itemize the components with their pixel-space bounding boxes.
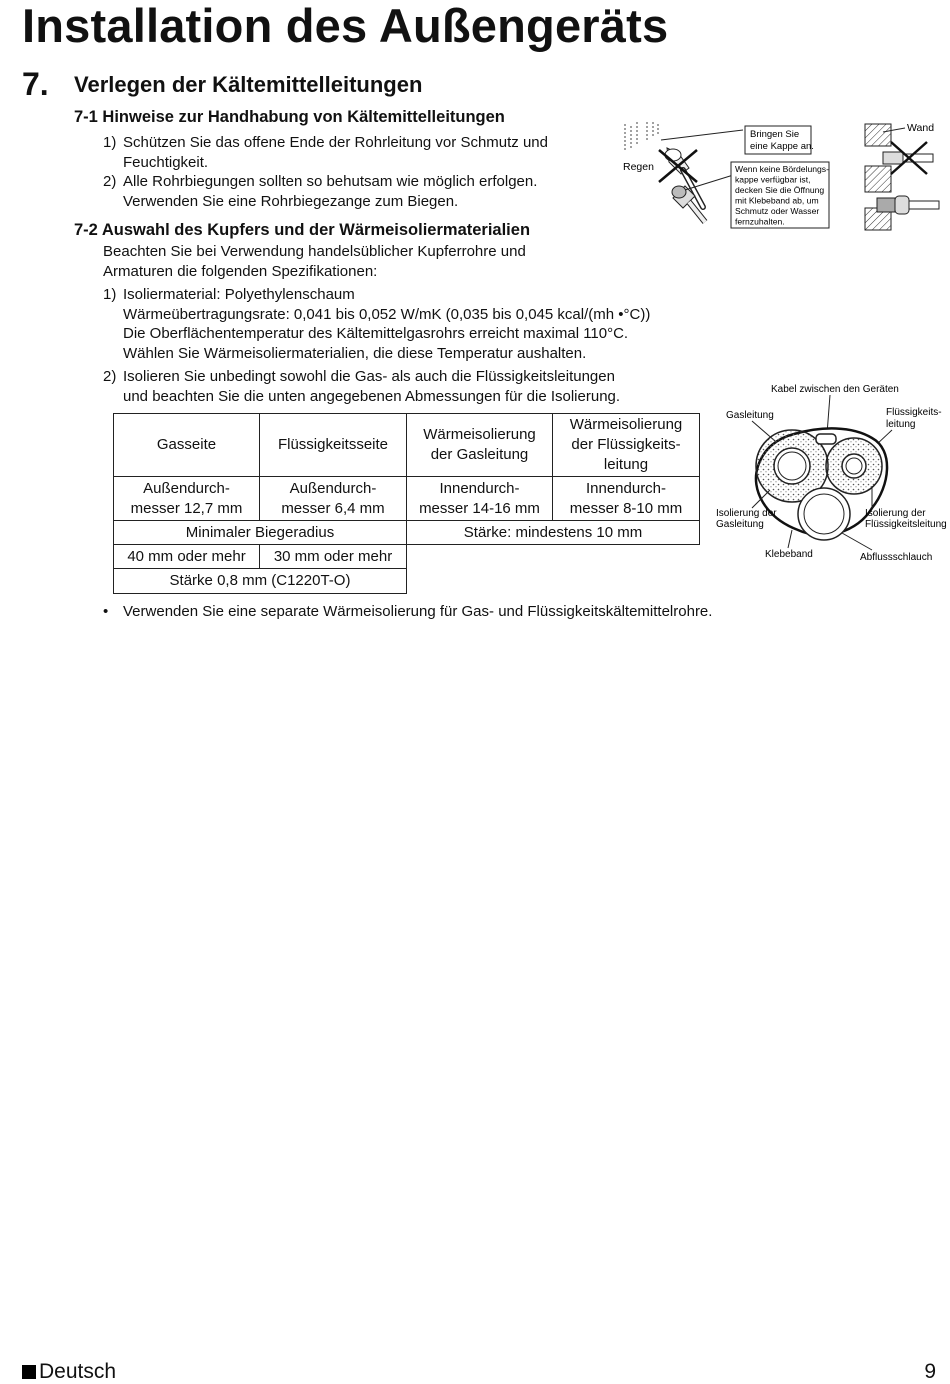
gas-insulation-label: Gasleitung (716, 519, 764, 530)
tape-callout-line: mit Klebeband ab, um (735, 195, 819, 206)
gas-pipe-bore-icon (778, 452, 806, 480)
list-text-line: Wärmeübertragungsrate: 0,041 bis 0,052 W/mK (0,035 bis 0,045 kcal/(mh •°C)) (123, 305, 651, 323)
gas-insulation-label: Isolierung der (716, 508, 777, 519)
table-cell: Minimaler Biegeradius (114, 521, 407, 545)
cell-line: der Flüssigkeits- (571, 436, 681, 453)
tape-label: Klebeband (765, 549, 813, 560)
drain-hose-bore-icon (804, 494, 844, 534)
gas-pipe-label: Gasleitung (726, 410, 774, 421)
list-item (103, 133, 603, 173)
wall-label: Wand (907, 122, 935, 134)
list-number: 1) (103, 134, 117, 151)
list-item (103, 172, 603, 212)
tape-callout-line: Wenn keine Bördelungs- (735, 164, 829, 174)
cell-line: messer 14-16 mm (419, 499, 540, 517)
list-text-line: Isoliermaterial: Polyethylenschaum (123, 286, 355, 303)
list-text-line: Alle Rohrbiegungen sollten so behutsam wie möglich erfolgen. (123, 173, 538, 190)
insulation-cross-section-figure (712, 378, 948, 570)
table-cell: Stärke: mindestens 10 mm (407, 521, 700, 545)
section-number: 7. (22, 66, 49, 102)
cell-line: leitung (603, 456, 649, 473)
cell-line: Außendurch- (143, 479, 230, 497)
intro-line: Beachten Sie bei Verwendung handelsüblicher Kupferrohre und (103, 243, 526, 260)
cell-line: Wärmeisolierung (423, 426, 536, 443)
subsection-7-1-title: 7-1 Hinweise zur Handhabung von Kältemittelleitungen (74, 108, 505, 126)
table-cell (260, 477, 407, 521)
cell-line: Innendurch- (439, 479, 520, 497)
list-text-line: Verwenden Sie eine Rohrbiegezange zum Biegen. (123, 192, 459, 210)
table-cell (553, 477, 700, 521)
intro-line: Armaturen die folgenden Spezifikationen: (103, 262, 378, 280)
cable-icon (816, 434, 836, 444)
cell-line: messer 8-10 mm (569, 499, 683, 517)
table-cell: Gasseite (114, 414, 260, 477)
tape-callout-line: decken Sie die Öffnung (735, 185, 825, 195)
leader-line (842, 533, 872, 550)
list-number: 2) (103, 368, 117, 385)
table-row (114, 521, 700, 545)
list-text-line: Isolieren Sie unbedingt sowohl die Gas- als auch die Flüssigkeitsleitungen (123, 368, 615, 385)
cell-line: messer 6,4 mm (281, 499, 385, 517)
table-cell (114, 477, 260, 521)
table-cell (407, 477, 553, 521)
list-number: 2) (103, 173, 117, 190)
list-item (103, 285, 703, 365)
cable-label: Kabel zwischen den Geräten (771, 384, 899, 395)
liquid-pipe-label: leitung (886, 419, 916, 430)
square-icon (22, 1365, 36, 1379)
tape-callout-line: Schmutz oder Wasser (735, 206, 820, 216)
list-text-line: und beachten Sie die unten angegebenen Abmessungen für die Isolierung. (123, 387, 621, 405)
bullet-icon: • (103, 603, 109, 620)
subsection-7-2-title: 7-2 Auswahl des Kupfers und der Wärmeisoliermaterialien (74, 221, 531, 239)
liquid-pipe-bore-icon (846, 458, 862, 474)
intro-text (103, 242, 526, 281)
footer-language (22, 1360, 116, 1384)
cell-line: Außendurch- (289, 479, 377, 497)
section-title: Verlegen der Kältemittelleitungen (74, 72, 423, 97)
pipe-cap-figure (615, 112, 950, 237)
cell-line: Innendurch- (585, 479, 667, 497)
note-text: Verwenden Sie eine separate Wärmeisolierung für Gas- und Flüssigkeitskältemittelrohre. (123, 603, 713, 620)
list-number: 1) (103, 286, 117, 303)
cap-callout-line: Bringen Sie (750, 129, 800, 140)
cell-line: messer 12,7 mm (130, 499, 243, 517)
table-cell (553, 414, 700, 477)
rain-icon (625, 122, 658, 152)
page-number: 9 (924, 1360, 936, 1383)
table-row (114, 477, 700, 521)
cap-callout-line: eine Kappe an. (750, 141, 814, 152)
table-row (114, 545, 700, 569)
table-empty-cell (407, 545, 700, 594)
list-item (103, 367, 703, 407)
wall-pipe-capped-icon (877, 196, 939, 214)
table-cell: 40 mm oder mehr (114, 545, 260, 569)
page-title: Installation des Außengeräts (22, 0, 669, 52)
liquid-insulation-label: Isolierung der (865, 508, 926, 519)
table-row (114, 414, 700, 477)
list-text-line: Wählen Sie Wärmeisoliermaterialien, die diese Temperatur aushalten. (123, 344, 587, 362)
tape-callout-line: fernzuhalten. (735, 216, 785, 227)
tape-callout-line: kappe verfügbar ist, (735, 174, 811, 185)
cell-line: der Gasleitung (430, 446, 529, 463)
leader-line (661, 130, 743, 140)
leader-line (788, 530, 792, 548)
table-cell: 30 mm oder mehr (260, 545, 407, 569)
cell-line: Wärmeisolierung (569, 416, 683, 433)
table-cell (407, 414, 553, 477)
list-text-line: Feuchtigkeit. (123, 153, 209, 171)
footer-language-label: Deutsch (39, 1360, 117, 1383)
list-text-line: Die Oberflächentemperatur des Kältemittelgasrohrs erreicht maximal 110°C. (123, 325, 629, 342)
table-cell: Stärke 0,8 mm (C1220T-O) (114, 569, 407, 594)
rain-label: Regen (623, 161, 654, 173)
liquid-insulation-label: Flüssigkeitsleitung (865, 519, 947, 530)
insulation-spec-table (113, 413, 700, 594)
list-text-line: Schützen Sie das offene Ende der Rohrleitung vor Schmutz und (123, 134, 548, 151)
table-cell: Flüssigkeitsseite (260, 414, 407, 477)
liquid-pipe-label: Flüssigkeits- (886, 407, 942, 418)
wall-icon (865, 124, 891, 230)
drain-label: Abflussschlauch (860, 552, 933, 563)
